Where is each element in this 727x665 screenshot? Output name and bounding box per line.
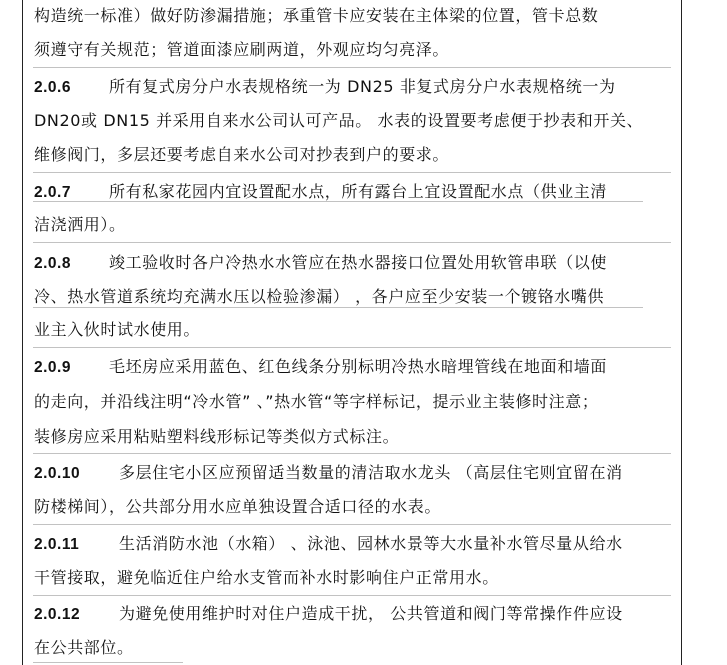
clause-2-0-12-line-1: [34, 604, 623, 625]
row-divider: [33, 172, 671, 173]
clause-text: 所有复式房分户水表规格统一为 DN25 非复式房分户水表规格统一为: [109, 77, 616, 96]
row-divider: [33, 347, 671, 348]
row-divider: [33, 307, 643, 308]
clause-2-0-9-line-1: [34, 357, 607, 378]
clause-number: 2.0.9: [34, 359, 71, 376]
clause-text: 为避免使用维护时对住户造成干扰， 公共管道和阀门等常操作件应设: [119, 604, 623, 623]
row-divider: [33, 201, 643, 202]
clause-number: 2.0.6: [34, 79, 71, 96]
paragraph-line: 洁浇洒用）。: [34, 215, 126, 234]
paragraph-line: DN20或 DN15 并采用自来水公司认可产品。 水表的设置要考虑便于抄表和开关、: [34, 111, 644, 130]
row-divider: [33, 242, 671, 243]
clause-number: 2.0.10: [34, 465, 81, 482]
row-divider: [33, 453, 671, 454]
clause-text: 多层住宅小区应预留适当数量的清洁取水龙头 （高层住宅则宜留在消: [119, 463, 623, 482]
row-divider: [33, 662, 183, 663]
row-divider: [33, 524, 671, 525]
paragraph-line: 的走向，并沿线注明“冷水管” 、”热水管“等字样标记，提示业主装修时注意；: [34, 392, 599, 411]
clause-2-0-11-line-1: [34, 534, 623, 555]
row-divider: [33, 595, 671, 596]
paragraph-line: 在公共部位。: [34, 638, 134, 657]
paragraph-line: 维修阀门，多层还要考虑自来水公司对抄表到户的要求。: [34, 145, 450, 164]
paragraph-line: 冷、热水管道系统均充满水压以检验渗漏） ，各户应至少安装一个镀铬水嘴供: [34, 287, 605, 306]
clause-2-0-8-line-1: [34, 253, 607, 274]
clause-2-0-10-line-1: [34, 463, 623, 484]
paragraph-line: 防楼梯间），公共部分用水应单独设置合适口径的水表。: [34, 497, 442, 516]
paragraph-line: 业主入伙时试水使用。: [34, 320, 201, 339]
document-page: [22, 0, 682, 665]
paragraph-line: 须遵守有关规范；管道面漆应刷两道，外观应均匀亮泽。: [34, 40, 450, 59]
clause-text: 竣工验收时各户冷热水水管应在热水器接口位置处用软管串联（以使: [109, 253, 608, 272]
clause-number: 2.0.8: [34, 255, 71, 272]
clause-number: 2.0.11: [34, 536, 80, 553]
row-divider: [33, 67, 671, 68]
clause-text: 毛坯房应采用蓝色、红色线条分别标明冷热水暗埋管线在地面和墙面: [109, 357, 608, 376]
paragraph-line: 装修房应采用粘贴塑料线形标记等类似方式标注。: [34, 427, 400, 446]
clause-2-0-7-line-1: [34, 182, 607, 203]
clause-number: 2.0.7: [34, 184, 71, 201]
paragraph-line: 构造统一标准）做好防渗漏措施；承重管卡应安装在主体梁的位置，管卡总数: [34, 6, 599, 25]
clause-text: 生活消防水池（水箱） 、泳池、园林水景等大水量补水管尽量从给水: [119, 534, 623, 553]
clause-number: 2.0.12: [34, 606, 81, 623]
paragraph-line: 干管接取，避免临近住户给水支管而补水时影响住户正常用水。: [34, 568, 499, 587]
clause-text: 所有私家花园内宜设置配水点，所有露台上宜设置配水点（供业主清: [109, 182, 608, 201]
clause-2-0-6-line-1: [34, 77, 616, 98]
